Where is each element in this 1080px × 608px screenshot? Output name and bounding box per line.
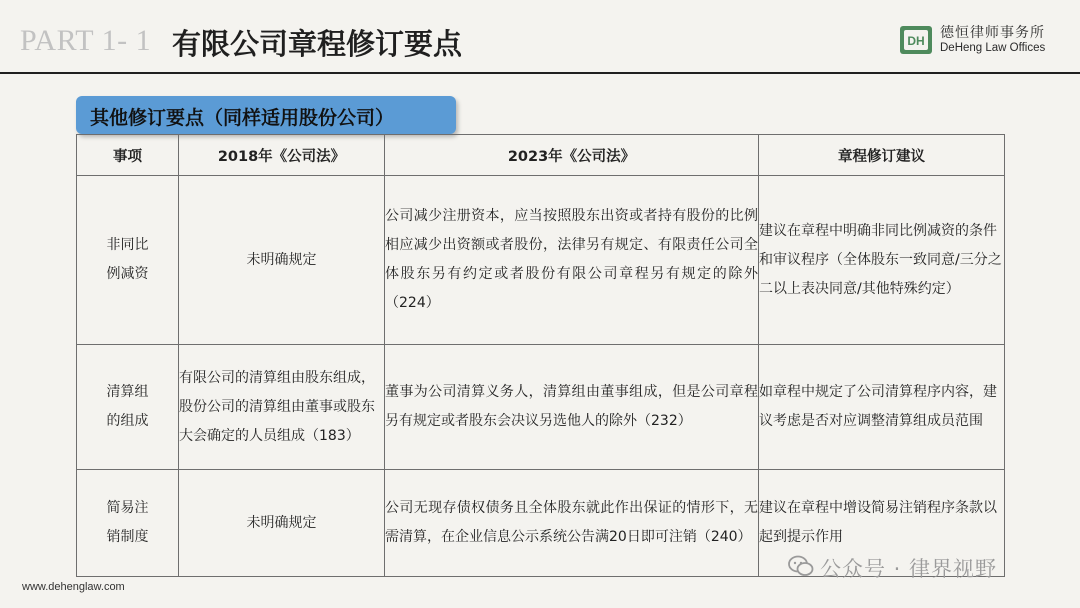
row-advice: 建议在章程中增设简易注销程序条款以起到提示作用 [759, 470, 1005, 577]
row-law-2023: 公司减少注册资本，应当按照股东出资或者持有股份的比例相应减少出资额或者股份，法律另有规定、有限责任公司全体股东另有约定或者股份有限公司章程另有规定的除外（224） [385, 176, 759, 345]
header-law-2018: 2018年《公司法》 [179, 135, 385, 176]
wechat-icon [788, 555, 814, 577]
row-advice: 建议在章程中明确非同比例减资的条件和审议程序（全体股东一致同意/三分之二以上表决同意/其他特殊约定） [759, 176, 1005, 345]
row-law-2018: 未明确规定 [179, 470, 385, 577]
part-label: PART 1- 1 [20, 24, 152, 57]
logo-english-name: DeHeng Law Offices [940, 42, 1046, 54]
row-law-2023: 董事为公司清算义务人，清算组由董事组成，但是公司章程另有规定或者股东会决议另选他人的除外（232） [385, 345, 759, 470]
row-item-line: 例减资 [106, 266, 149, 282]
header-item: 事项 [77, 135, 179, 176]
watermark [788, 553, 1068, 583]
row-item [77, 470, 179, 577]
table-header-row [77, 135, 1005, 176]
comparison-table [76, 134, 1005, 577]
header-divider [0, 72, 1080, 74]
table-row [77, 176, 1005, 345]
row-item-line: 的组成 [106, 413, 149, 429]
table-row [77, 345, 1005, 470]
row-item-line: 清算组 [106, 384, 149, 400]
row-item-line: 简易注 [106, 500, 149, 516]
header-advice: 章程修订建议 [759, 135, 1005, 176]
logo-chinese-name: 德恒律师事务所 [940, 25, 1045, 41]
section-tag-text: 其他修订要点（同样适用股份公司） [90, 107, 395, 129]
row-advice: 如章程中规定了公司清算程序内容，建议考虑是否对应调整清算组成员范围 [759, 345, 1005, 470]
header [0, 0, 1080, 72]
page-title: 有限公司章程修订要点 [172, 27, 463, 61]
row-law-2018: 未明确规定 [179, 176, 385, 345]
row-item-line: 非同比 [106, 237, 149, 253]
row-item-line: 销制度 [106, 529, 149, 545]
row-item [77, 176, 179, 345]
header-law-2023: 2023年《公司法》 [385, 135, 759, 176]
watermark-text: 公众号 · 律界视野 [820, 557, 998, 581]
dh-logo-icon [898, 22, 934, 58]
row-law-2018: 有限公司的清算组由股东组成，股份公司的清算组由董事或股东大会确定的人员组成（183） [179, 345, 385, 470]
row-law-2023: 公司无现存债权债务且全体股东就此作出保证的情形下，无需清算，在企业信息公示系统公告满20日即可注销（240） [385, 470, 759, 577]
footer-url: www.dehenglaw.com [22, 581, 125, 593]
section-tag [76, 96, 456, 134]
svg-text:DH: DH [907, 34, 925, 48]
row-item [77, 345, 179, 470]
firm-logo [898, 22, 1068, 60]
